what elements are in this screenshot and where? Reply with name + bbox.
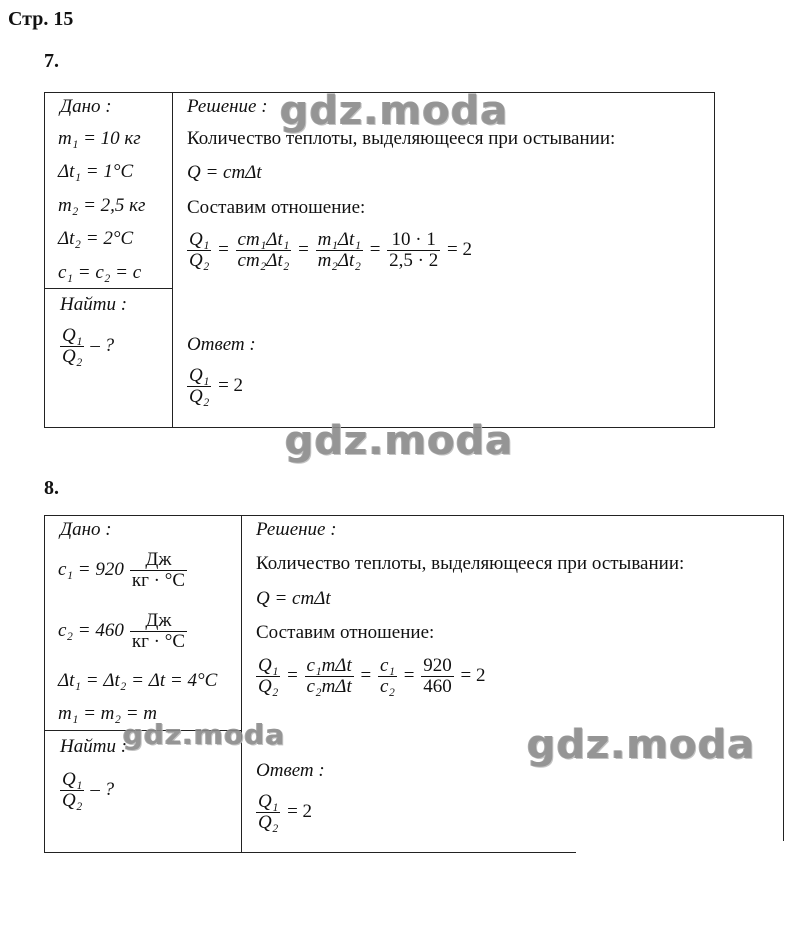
given-label: Дано : — [60, 519, 112, 540]
answer-value: 2 — [302, 801, 313, 823]
fraction-numerator: Q₁ — [258, 791, 279, 812]
table-divider-vertical — [241, 515, 242, 853]
fraction-denominator: Q₂ — [62, 789, 83, 811]
fraction-denominator: Q₂ — [258, 675, 279, 697]
fraction-numerator: Q₁ — [189, 229, 210, 250]
ratio-equation: $\frac{\text{Q₁}}{\text{Q₂}}$ = $\frac{\text{c₁mΔt}}{\text{c₂mΔt}}$ = $\frac{\text{c₁}}{\text{c₂}}$ = $\frac{920}{460}$ = 2 — [258, 655, 486, 697]
find-label: Найти : — [60, 736, 128, 757]
given-item: Δt₂ = 2°C — [58, 228, 134, 249]
ratio-result: 2 — [462, 239, 472, 261]
unit-denominator: кг · °C — [131, 630, 185, 652]
given-label: Дано : — [60, 96, 112, 117]
given-item — [58, 611, 189, 652]
given-item: Δt₁ = 1°C — [58, 161, 134, 182]
table-border-left — [44, 92, 45, 428]
fraction-numerator: 920 — [423, 655, 452, 676]
problem-7-number: 7. — [44, 50, 59, 72]
find-expression — [58, 326, 114, 367]
given-item: Δt₁ = Δt₂ = Δt = 4°C — [58, 670, 218, 691]
find-label: Найти : — [60, 294, 128, 315]
fraction-numerator: cm₁Δt₁ — [237, 229, 290, 250]
given-value: c₁ = 920 — [58, 559, 124, 581]
watermark: gdz.moda — [280, 88, 509, 134]
table-border-right — [783, 515, 784, 841]
table-border-top — [44, 515, 784, 516]
table-border-right — [714, 92, 715, 428]
answer-value: 2 — [233, 375, 244, 397]
fraction-numerator: Q₁ — [258, 655, 279, 676]
fraction-denominator: 2,5 · 2 — [389, 249, 439, 271]
fraction-numerator: Q₁ — [189, 365, 210, 386]
given-value: c₂ = 460 — [58, 620, 124, 642]
watermark: gdz.moda — [527, 722, 756, 768]
answer-label: Ответ : — [256, 760, 325, 781]
given-item: m₁ = 10 кг — [58, 128, 141, 149]
ratio-text: Составим отношение: — [187, 197, 366, 218]
answer-expression: $\frac{\text{Q₁}}{\text{Q₂}}$ = 2 — [189, 365, 244, 407]
table-divider-given-find — [44, 288, 173, 289]
fraction-denominator: c₂mΔt — [306, 675, 352, 697]
find-expression — [58, 770, 114, 811]
unit-numerator: Дж — [130, 611, 187, 632]
fraction-numerator: Q₁ — [62, 769, 83, 790]
fraction-denominator: cm₂Δt₂ — [237, 249, 290, 271]
unit-numerator: Дж — [130, 550, 187, 571]
given-item — [58, 550, 189, 591]
solution-text: Количество теплоты, выделяющееся при остывании: — [256, 553, 685, 574]
fraction-denominator: Q₂ — [258, 811, 279, 833]
fraction-denominator: 460 — [423, 675, 452, 697]
fraction-numerator: Q₁ — [62, 325, 83, 346]
page-title: Стр. 15 — [8, 8, 74, 30]
ratio-text: Составим отношение: — [256, 622, 435, 643]
unit-denominator: кг · °C — [131, 569, 185, 591]
find-suffix: – ? — [90, 779, 115, 801]
fraction-numerator: m₁Δt₁ — [317, 229, 361, 250]
ratio-result: 2 — [475, 665, 486, 687]
answer-expression: $\frac{\text{Q₁}}{\text{Q₂}}$ = 2 — [258, 791, 313, 833]
find-suffix: – ? — [90, 335, 115, 357]
solution-label: Решение : — [256, 519, 337, 540]
watermark: gdz.moda — [123, 718, 286, 751]
table-border-bottom — [44, 852, 576, 853]
fraction-denominator: Q₂ — [62, 345, 83, 367]
solution-label: Решение : — [187, 96, 268, 117]
fraction-numerator: 10 · 1 — [387, 230, 440, 251]
fraction-denominator: c₂ — [379, 675, 396, 697]
given-item: m₂ = 2,5 кг — [58, 195, 146, 216]
heat-formula: Q = cmΔt — [256, 588, 331, 609]
heat-formula: Q = cmΔt — [187, 162, 262, 183]
fraction-numerator: c₁ — [379, 655, 396, 676]
given-item: c₁ = c₂ = c — [58, 262, 142, 283]
table-divider-vertical — [172, 92, 173, 428]
problem-8-number: 8. — [44, 477, 59, 499]
given-item: m₁ = m₂ = m — [58, 703, 158, 724]
fraction-denominator: Q₂ — [189, 249, 210, 271]
ratio-equation: $\frac{\text{Q₁}}{\text{Q₂}}$ = $\frac{\text{cm₁Δt₁}}{\text{cm₂Δt₂}}$ = $\frac{\text{m₁Δt₁}}{\text{m₂Δt₂}}$ = $\frac{10 \cdot 1}{2,5 \cdot 2}$ = 2 — [189, 229, 472, 271]
answer-label: Ответ : — [187, 334, 256, 355]
fraction-numerator: c₁mΔt — [306, 655, 352, 676]
watermark: gdz.moda — [285, 418, 514, 464]
solution-text: Количество теплоты, выделяющееся при остывании: — [187, 128, 616, 149]
table-border-left — [44, 515, 45, 853]
fraction-denominator: m₂Δt₂ — [317, 249, 361, 271]
fraction-denominator: Q₂ — [189, 385, 210, 407]
